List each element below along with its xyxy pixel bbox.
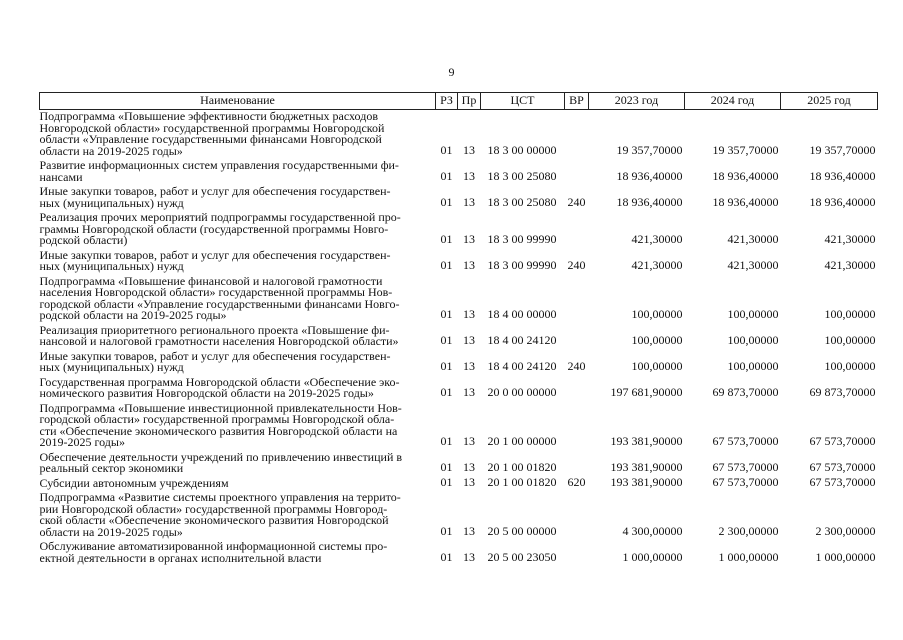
table-row <box>40 249 878 275</box>
cell-cst <box>481 249 565 275</box>
cell-pr <box>458 350 481 376</box>
cell-2025 <box>781 402 878 451</box>
cell-vr <box>565 249 589 275</box>
cell-2023 <box>589 185 685 211</box>
cell-2023 <box>589 110 685 160</box>
cell-rz <box>436 350 458 376</box>
cell-cst-text: 18 3 00 99990 <box>487 258 557 272</box>
cell-vr <box>565 110 589 160</box>
cell-2024-text: 18 936,40000 <box>712 168 779 183</box>
cell-rz-text: 01 <box>440 258 453 272</box>
table-row <box>40 451 878 477</box>
table-row <box>40 211 878 249</box>
header-2025: 2025 год <box>781 93 878 110</box>
cell-name <box>40 185 436 211</box>
cell-vr <box>565 324 589 350</box>
cell-2023 <box>589 474 685 492</box>
cell-rz-text: 01 <box>440 460 453 474</box>
cell-2023 <box>589 540 685 566</box>
cell-rz <box>436 402 458 451</box>
cell-2025 <box>781 159 878 185</box>
cell-rz <box>436 376 458 402</box>
cell-rz-text: 01 <box>440 523 453 538</box>
cell-vr <box>565 474 589 492</box>
cell-2023-text: 421,30000 <box>631 258 683 272</box>
cell-2025 <box>781 451 878 477</box>
cell-pr <box>458 491 481 540</box>
cell-vr <box>565 376 589 402</box>
cell-pr <box>458 110 481 160</box>
cell-2025-text: 18 936,40000 <box>809 194 876 209</box>
table-row <box>40 402 878 451</box>
cell-cst-text: 20 5 00 00000 <box>487 523 557 538</box>
header-2024: 2024 год <box>685 93 781 110</box>
cell-2023 <box>589 159 685 185</box>
cell-rz-text: 01 <box>440 359 453 373</box>
cell-vr-text: 240 <box>567 258 586 272</box>
cell-pr-text: 13 <box>463 385 475 399</box>
cell-2024 <box>685 211 781 249</box>
cell-pr <box>458 211 481 249</box>
cell-cst-text: 20 1 00 01820 <box>487 474 557 489</box>
cell-vr-text: 240 <box>567 359 586 373</box>
cell-name <box>40 376 436 402</box>
table-row <box>40 159 878 185</box>
budget-table <box>39 92 878 566</box>
cell-cst <box>481 540 565 566</box>
cell-2023-text: 4 300,00000 <box>622 523 683 538</box>
cell-name <box>40 477 436 492</box>
cell-cst-text: 20 5 00 23050 <box>487 549 557 564</box>
header-pr: Пр <box>458 93 481 110</box>
cell-2025-text: 18 936,40000 <box>809 168 876 183</box>
cell-pr <box>458 474 481 492</box>
cell-name <box>40 159 436 185</box>
cell-2025 <box>781 185 878 211</box>
cell-cst-text: 20 1 00 00000 <box>487 434 557 448</box>
cell-cst-text: 18 3 00 00000 <box>487 142 557 157</box>
header-name: Наименование <box>40 93 436 110</box>
cell-2024-text: 421,30000 <box>727 232 779 246</box>
cell-vr <box>565 491 589 540</box>
cell-vr <box>565 451 589 477</box>
cell-2024-text: 67 573,70000 <box>712 460 779 474</box>
cell-2024 <box>685 540 781 566</box>
cell-rz-text: 01 <box>440 232 453 246</box>
table-row <box>40 376 878 402</box>
cell-2025-text: 67 573,70000 <box>809 434 876 448</box>
cell-2025-text: 2 300,00000 <box>815 523 876 538</box>
cell-2025 <box>781 211 878 249</box>
cell-2025-text: 100,00000 <box>824 359 876 373</box>
cell-rz <box>436 185 458 211</box>
cell-rz <box>436 275 458 324</box>
cell-cst <box>481 376 565 402</box>
cell-cst <box>481 110 565 160</box>
cell-2024-text: 2 300,00000 <box>718 523 779 538</box>
header-vr: ВР <box>565 93 589 110</box>
cell-2025-text: 67 573,70000 <box>809 474 876 489</box>
cell-2025 <box>781 376 878 402</box>
cell-2023 <box>589 376 685 402</box>
cell-rz-text: 01 <box>440 434 453 448</box>
cell-2024 <box>685 491 781 540</box>
cell-vr <box>565 185 589 211</box>
cell-2023-text: 100,00000 <box>631 307 683 321</box>
cell-vr <box>565 350 589 376</box>
cell-pr-text: 13 <box>463 474 475 489</box>
table-row <box>40 350 878 376</box>
cell-vr <box>565 402 589 451</box>
cell-name <box>40 249 436 275</box>
cell-rz <box>436 540 458 566</box>
cell-name-text: Субсидии автономным учреждениям <box>39 475 229 490</box>
table-row <box>40 540 878 566</box>
cell-name <box>40 491 436 540</box>
cell-2025-text: 100,00000 <box>824 307 876 321</box>
cell-name-text: Подпрограмма «Повышение эффективности бюджетных расходов Новгородской области» государственной программы Новгородской области «Управление государственными финансами Новгородской области на 2019-2025 годы» <box>39 109 385 158</box>
cell-pr <box>458 275 481 324</box>
cell-cst <box>481 324 565 350</box>
cell-pr <box>458 376 481 402</box>
cell-name <box>40 110 436 160</box>
cell-2023 <box>589 275 685 324</box>
cell-pr-text: 13 <box>463 168 475 183</box>
cell-cst <box>481 402 565 451</box>
cell-pr-text: 13 <box>463 549 475 564</box>
cell-2023 <box>589 324 685 350</box>
cell-2025 <box>781 324 878 350</box>
cell-name-text: Реализация прочих мероприятий подпрограммы государственной про- граммы Новгородской области (государственной программы Новго- родской области) <box>39 210 401 247</box>
cell-2023 <box>589 451 685 477</box>
cell-rz-text: 01 <box>440 549 453 564</box>
cell-rz-text: 01 <box>440 333 453 347</box>
cell-2023-text: 193 381,90000 <box>610 474 683 489</box>
cell-2024 <box>685 451 781 477</box>
cell-rz <box>436 211 458 249</box>
cell-pr-text: 13 <box>463 434 475 448</box>
cell-pr <box>458 185 481 211</box>
cell-2023-text: 100,00000 <box>631 359 683 373</box>
cell-vr <box>565 275 589 324</box>
cell-cst-text: 18 3 00 25080 <box>487 168 557 183</box>
cell-name <box>40 275 436 324</box>
cell-2023-text: 18 936,40000 <box>616 194 683 209</box>
cell-name-text: Развитие информационных систем управления государственными фи- нансами <box>39 158 399 184</box>
cell-2025-text: 100,00000 <box>824 333 876 347</box>
cell-pr <box>458 159 481 185</box>
cell-2023-text: 197 681,90000 <box>610 385 683 399</box>
header-cst: ЦСТ <box>481 93 565 110</box>
cell-2024 <box>685 185 781 211</box>
cell-rz-text: 01 <box>440 474 453 489</box>
cell-pr <box>458 540 481 566</box>
cell-pr <box>458 249 481 275</box>
cell-name <box>40 324 436 350</box>
cell-vr <box>565 540 589 566</box>
cell-name-text: Подпрограмма «Повышение финансовой и налоговой грамотности населения Новгородской области» государственной программы Нов- городской области «Управление государственными финансами Новго- родской области на 2019-2025 годы» <box>39 273 400 322</box>
cell-pr-text: 13 <box>463 142 475 157</box>
cell-name-text: Иные закупки товаров, работ и услуг для обеспечения государствен- ных (муниципальных) нужд <box>39 184 391 210</box>
cell-2024-text: 100,00000 <box>727 359 779 373</box>
cell-2023-text: 193 381,90000 <box>610 434 683 448</box>
cell-2023 <box>589 211 685 249</box>
table-row <box>40 324 878 350</box>
cell-2024 <box>685 402 781 451</box>
cell-pr-text: 13 <box>463 232 475 246</box>
cell-vr-text: 620 <box>567 474 586 489</box>
cell-rz <box>436 451 458 477</box>
cell-pr-text: 13 <box>463 333 475 347</box>
cell-2025 <box>781 350 878 376</box>
cell-cst-text: 18 4 00 24120 <box>487 359 557 373</box>
table-row <box>40 185 878 211</box>
cell-pr <box>458 402 481 451</box>
cell-cst-text: 18 3 00 99990 <box>487 232 557 246</box>
cell-2024-text: 421,30000 <box>727 258 779 272</box>
cell-2024 <box>685 110 781 160</box>
cell-cst <box>481 474 565 492</box>
cell-2023-text: 100,00000 <box>631 333 683 347</box>
cell-2025 <box>781 275 878 324</box>
cell-pr-text: 13 <box>463 460 475 474</box>
table-row <box>40 477 878 492</box>
cell-2025-text: 69 873,70000 <box>809 385 876 399</box>
cell-rz <box>436 474 458 492</box>
cell-2023 <box>589 491 685 540</box>
cell-pr-text: 13 <box>463 258 475 272</box>
header-rz: РЗ <box>436 93 458 110</box>
cell-name-text: Иные закупки товаров, работ и услуг для обеспечения государствен- ных (муниципальных) нужд <box>39 247 391 273</box>
cell-rz-text: 01 <box>440 142 453 157</box>
cell-cst <box>481 159 565 185</box>
cell-2024 <box>685 324 781 350</box>
cell-2023 <box>589 249 685 275</box>
table-header-row <box>40 93 878 110</box>
cell-name-text: Государственная программа Новгородской области «Обеспечение эко- номического развития Новгородской области на 2019-2025 годы» <box>39 374 400 400</box>
table-row <box>40 491 878 540</box>
cell-pr-text: 13 <box>463 359 475 373</box>
cell-2025-text: 421,30000 <box>824 232 876 246</box>
cell-2024-text: 67 573,70000 <box>712 434 779 448</box>
cell-vr <box>565 159 589 185</box>
cell-2024-text: 100,00000 <box>727 307 779 321</box>
cell-2025 <box>781 249 878 275</box>
cell-2024-text: 19 357,70000 <box>712 142 779 157</box>
cell-2023-text: 421,30000 <box>631 232 683 246</box>
cell-name <box>40 350 436 376</box>
cell-pr-text: 13 <box>463 307 475 321</box>
cell-name-text: Обеспечение деятельности учреждений по привлечению инвестиций в реальный сектор экономики <box>39 449 403 475</box>
cell-name <box>40 402 436 451</box>
cell-rz <box>436 491 458 540</box>
cell-cst <box>481 451 565 477</box>
cell-vr <box>565 211 589 249</box>
cell-2024 <box>685 249 781 275</box>
cell-2024 <box>685 376 781 402</box>
page-number: 9 <box>448 65 455 79</box>
header-2023: 2023 год <box>589 93 685 110</box>
cell-2023-text: 18 936,40000 <box>616 168 683 183</box>
cell-2025 <box>781 491 878 540</box>
cell-cst <box>481 211 565 249</box>
cell-pr <box>458 324 481 350</box>
cell-cst <box>481 185 565 211</box>
cell-vr-text: 240 <box>567 194 586 209</box>
cell-rz-text: 01 <box>440 194 453 209</box>
cell-name <box>40 211 436 249</box>
cell-name-text: Подпрограмма «Развитие системы проектного управления на террито- рии Новгородской области» государственной программы Новгород- ской области «Обеспечение экономического развития Новгородской области на 2019-2025 годы» <box>39 490 401 539</box>
cell-rz <box>436 249 458 275</box>
cell-2025-text: 67 573,70000 <box>809 460 876 474</box>
cell-rz <box>436 324 458 350</box>
cell-cst <box>481 275 565 324</box>
cell-2023-text: 193 381,90000 <box>610 460 683 474</box>
cell-2023-text: 19 357,70000 <box>616 142 683 157</box>
cell-cst-text: 18 3 00 25080 <box>487 194 557 209</box>
cell-rz-text: 01 <box>440 168 453 183</box>
table-row <box>40 110 878 160</box>
cell-2024 <box>685 275 781 324</box>
cell-2024-text: 1 000,00000 <box>718 549 779 564</box>
cell-2024-text: 18 936,40000 <box>712 194 779 209</box>
cell-2024-text: 69 873,70000 <box>712 385 779 399</box>
cell-cst-text: 20 0 00 00000 <box>487 385 557 399</box>
cell-2024-text: 67 573,70000 <box>712 474 779 489</box>
cell-cst-text: 18 4 00 24120 <box>487 333 557 347</box>
cell-name-text: Реализация приоритетного регионального проекта «Повышение фи- нансовой и налоговой грамотности населения Новгородской области» <box>39 322 399 348</box>
cell-2025 <box>781 110 878 160</box>
cell-pr <box>458 451 481 477</box>
cell-2025 <box>781 474 878 492</box>
cell-2024 <box>685 159 781 185</box>
cell-name-text: Иные закупки товаров, работ и услуг для обеспечения государствен- ных (муниципальных) нужд <box>39 348 391 374</box>
cell-rz-text: 01 <box>440 385 453 399</box>
cell-name <box>40 540 436 566</box>
cell-name-text: Обслуживание автоматизированной информационной системы про- ектной деятельности в органах исполнительной власти <box>39 539 388 565</box>
cell-pr-text: 13 <box>463 523 475 538</box>
cell-2024 <box>685 474 781 492</box>
cell-2023 <box>589 350 685 376</box>
cell-2024 <box>685 350 781 376</box>
table-row <box>40 275 878 324</box>
cell-2023-text: 1 000,00000 <box>622 549 683 564</box>
cell-2025-text: 19 357,70000 <box>809 142 876 157</box>
cell-rz <box>436 110 458 160</box>
cell-rz <box>436 159 458 185</box>
cell-cst <box>481 491 565 540</box>
cell-cst-text: 20 1 00 01820 <box>487 460 557 474</box>
cell-2024-text: 100,00000 <box>727 333 779 347</box>
cell-rz-text: 01 <box>440 307 453 321</box>
cell-2023 <box>589 402 685 451</box>
cell-2025-text: 421,30000 <box>824 258 876 272</box>
cell-cst <box>481 350 565 376</box>
cell-2025 <box>781 540 878 566</box>
cell-name-text: Подпрограмма «Повышение инвестиционной привлекательности Нов- городской области» государственной программы Новгородской обла- сти «Обеспечение экономического развития Новгородской области на 2019-2025 годы» <box>39 400 402 449</box>
cell-pr-text: 13 <box>463 194 475 209</box>
cell-name <box>40 451 436 477</box>
cell-2025-text: 1 000,00000 <box>815 549 876 564</box>
cell-cst-text: 18 4 00 00000 <box>487 307 557 321</box>
